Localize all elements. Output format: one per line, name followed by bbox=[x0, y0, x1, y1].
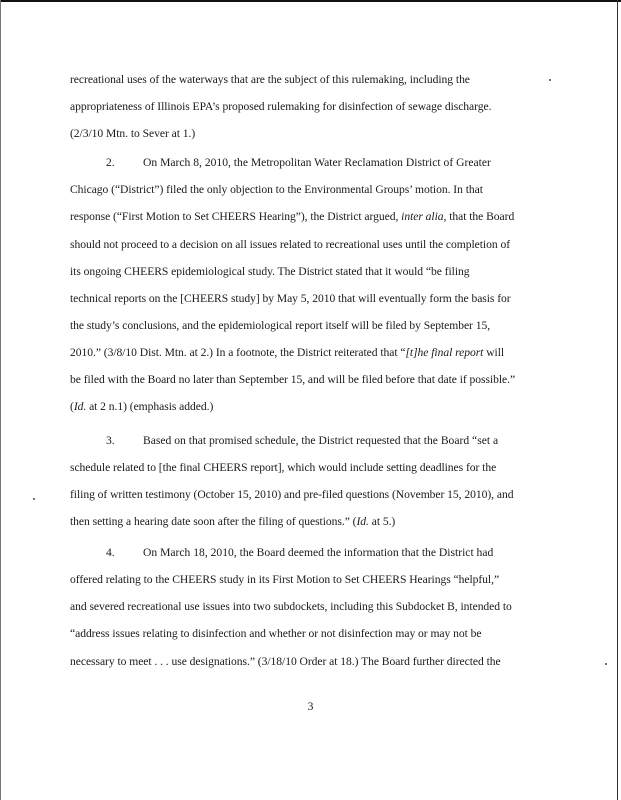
paragraph2-line-10: (Id. at 2 n.1) (emphasis added.) bbox=[70, 400, 214, 413]
paragraph1-line-2: appropriateness of Illinois EPA’s proposed rulemaking for disinfection of sewage discharge. bbox=[70, 100, 492, 113]
paragraph3-number: 3. bbox=[106, 434, 115, 447]
paragraph2-line-1: On March 8, 2010, the Metropolitan Water Reclamation District of Greater bbox=[143, 156, 491, 169]
paragraph4-line-5: necessary to meet . . . use designations.” (3/18/10 Order at 18.) The Board further directed the bbox=[70, 655, 501, 668]
paragraph2-line-4: should not proceed to a decision on all issues related to recreational uses until the completion of bbox=[70, 238, 511, 251]
text-segment: then setting a hearing date soon after the filing of questions.” ( bbox=[70, 515, 357, 528]
italic-text: Id. bbox=[356, 515, 369, 528]
scan-speck bbox=[605, 663, 607, 665]
paragraph3-line-2: schedule related to [the final CHEERS report], which would include setting deadlines for the bbox=[70, 461, 497, 474]
paragraph1-line-3: (2/3/10 Mtn. to Sever at 1.) bbox=[70, 127, 196, 140]
paragraph3-line-4 bbox=[70, 515, 395, 529]
paragraph2-line-9: be filed with the Board no later than September 15, and will be filed before that date if possible.” bbox=[70, 373, 516, 386]
italic-text: inter alia bbox=[401, 210, 444, 223]
text-segment: response (“First Motion to Set CHEERS Hearing”), the District argued, bbox=[70, 210, 402, 223]
scan-top-edge bbox=[0, 0, 621, 2]
paragraph2-line-5: its ongoing CHEERS epidemiological study. The District stated that it would “be filing bbox=[70, 265, 470, 278]
scan-speck bbox=[33, 498, 35, 500]
paragraph2-number: 2. bbox=[106, 156, 115, 169]
paragraph2-line-6: technical reports on the [CHEERS study] by May 5, 2010 that will eventually form the basis for bbox=[70, 292, 511, 305]
text-segment: , that the Board bbox=[443, 210, 515, 223]
text-segment: 2010.” (3/8/10 Dist. Mtn. at 2.) In a footnote, the District reiterated that “ bbox=[70, 346, 406, 359]
paragraph4-line-4: “address issues relating to disinfection and whether or not disinfection may or may not be bbox=[70, 627, 482, 640]
paragraph4-line-1: On March 18, 2010, the Board deemed the information that the District had bbox=[143, 546, 494, 559]
text-segment: at 5.) bbox=[368, 515, 396, 528]
paragraph3-line-1: Based on that promised schedule, the District requested that the Board “set a bbox=[143, 434, 499, 447]
text-segment: at 2 n.1) (emphasis added.) bbox=[86, 400, 214, 413]
scan-speck bbox=[549, 79, 551, 81]
paragraph3-line-3: filing of written testimony (October 15, 2010) and pre-filed questions (November 15, 2010), and bbox=[70, 488, 514, 501]
paragraph2-line-3 bbox=[70, 210, 514, 224]
paragraph4-number: 4. bbox=[106, 546, 115, 559]
paragraph4-line-3: and severed recreational use issues into two subdockets, including this Subdocket B, intended to bbox=[70, 600, 512, 613]
text-segment: will bbox=[483, 346, 505, 359]
paragraph2-line-8 bbox=[70, 346, 504, 360]
page-number: 3 bbox=[307, 700, 314, 713]
scan-left-edge bbox=[0, 0, 1, 800]
paragraph2-line-7: the study’s conclusions, and the epidemiological report itself will be filed by September 15, bbox=[70, 319, 491, 332]
italic-text: [t]he final report bbox=[405, 346, 484, 359]
paragraph1-line-1: recreational uses of the waterways that are the subject of this rulemaking, including the bbox=[70, 73, 470, 86]
italic-text: Id. bbox=[73, 400, 87, 413]
scan-right-edge bbox=[617, 0, 618, 800]
paragraph4-line-2: offered relating to the CHEERS study in its First Motion to Set CHEERS Hearings “helpful,” bbox=[70, 573, 500, 586]
paragraph2-line-2: Chicago (“District”) filed the only objection to the Environmental Groups’ motion. In that bbox=[70, 183, 483, 196]
